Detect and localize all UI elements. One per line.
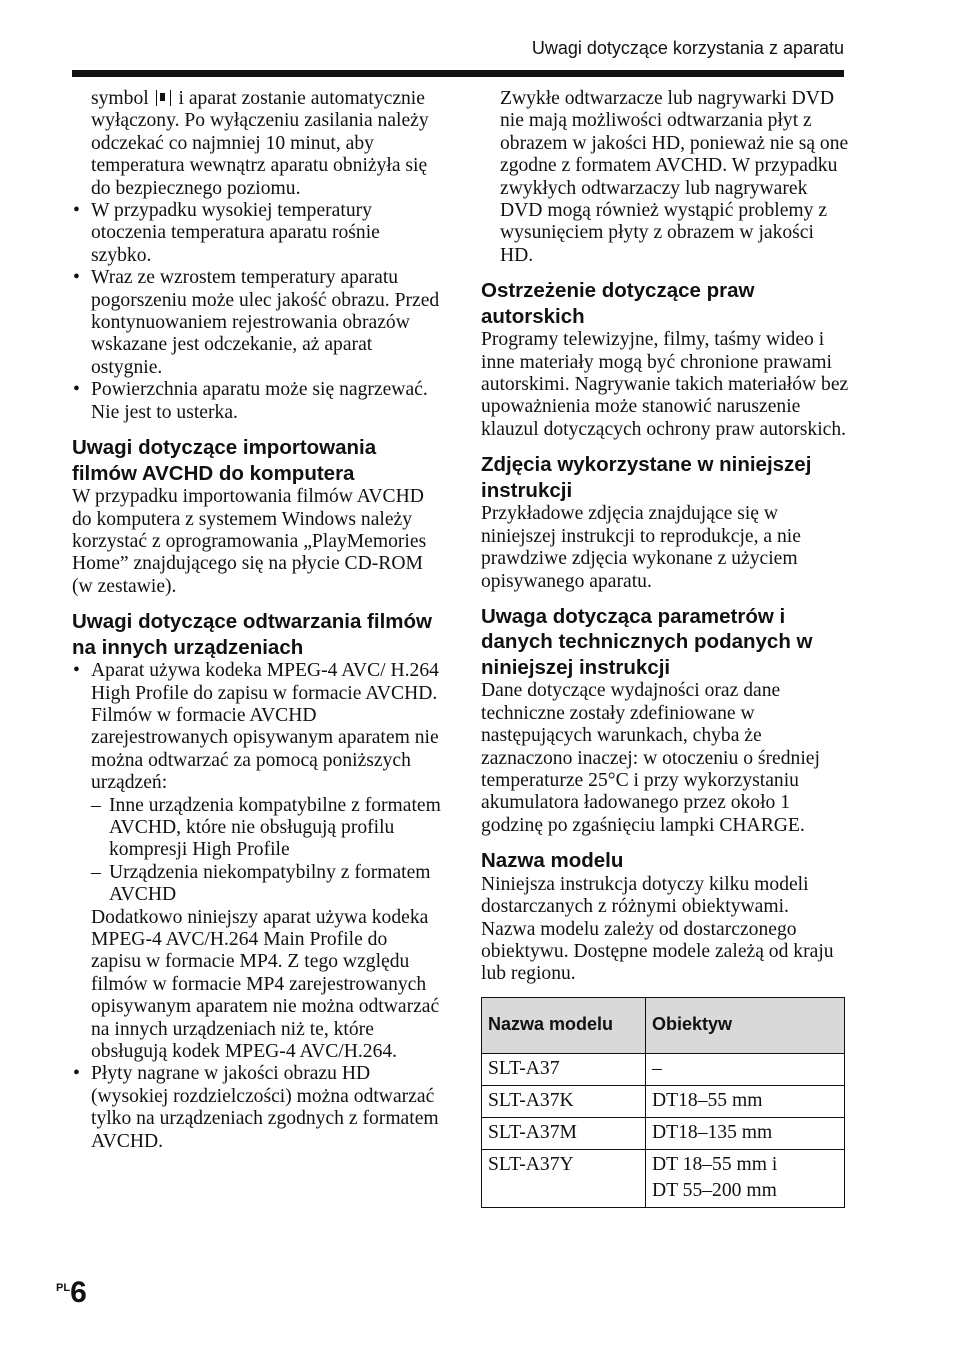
column-header-model: Nazwa modelu <box>482 997 646 1053</box>
photos-heading: Zdjęcia wykorzystane w niniejszej instrukcji <box>481 453 812 502</box>
mp4-note: Dodatkowo niniejszy aparat używa kodeka MPEG-4 AVC/H.264 Main Profile do zapisu w formacie MP4. Z tego względu filmów w formacie MP4 zarejestrowanych opisywanym aparatem nie można odtwarzać na innych urządzeniach niż te, które obsługują kodek MPEG-4 AVC/H.264. <box>91 906 440 1063</box>
overheat-intro: symbol i aparat zostanie automatycznie wyłączony. Po wyłączeniu zasilania należy odczekać co najmniej 10 minut, aby temperatura wewnątrz aparatu obniżyła się do bezpiecznego poziomu. <box>91 88 429 199</box>
list-item: • Wraz ze wzrostem temperatury aparatu pogorszeniu może ulec jakość obrazu. Przed kontynuowaniem rejestrowania obrazów wskazane jest odczekanie, aż aparat ostygnie. <box>72 267 442 379</box>
model-cell: SLT-A37 <box>482 1053 646 1085</box>
import-heading: Uwagi dotyczące importowania filmów AVCHD do komputera <box>72 436 377 485</box>
playback-heading: Uwagi dotyczące odtwarzania filmów na innych urządzeniach <box>72 610 432 659</box>
lens-cell: – <box>646 1053 845 1085</box>
table-header-row <box>482 997 845 1053</box>
model-cell: SLT-A37Y <box>482 1149 646 1207</box>
model-cell: SLT-A37K <box>482 1085 646 1117</box>
specs-text: Dane dotyczące wydajności oraz dane techniczne zostały zdefiniowane w następujących warunkach, chyba że zaznaczono inaczej: w otoczeniu o średniej temperaturze 25°C i przy wykorzystaniu akumulatora ładowanego przez około 1 godzinę po zgaśnięciu lampki CHARGE. <box>481 680 820 836</box>
table-row <box>482 1149 845 1207</box>
incompatible-devices-list <box>91 795 442 907</box>
list-item: • Aparat używa kodeka MPEG-4 AVC/ H.264 High Profile do zapisu w formacie AVCHD. Filmów w formacie AVCHD zarejestrowanych opisywanym aparatem nie można odtwarzać za pomocą poniższych urządzeń: – Inne urządzenia kompatybilne z formatem AVCHD, które nie obsługują profilu kompresji High Profile – Urządzenia niekompatybilny z formatem AVCHD Dodatkowo niniejszy aparat używa kodeka MPEG-4 AVC/H.264 Main Profile do zapisu w formacie MP4. Z tego względu filmów w formacie MP4 zarejestrowanych opisywanym aparatem nie można odtwarzać na innych urządzeniach niż te, które obsługują kodek MPEG-4 AVC/H.264. <box>72 660 442 1063</box>
right-column <box>481 88 849 1208</box>
running-header: Uwagi dotyczące korzystania z aparatu <box>531 38 844 58</box>
list-item: – Inne urządzenia kompatybilne z formatem AVCHD, które nie obsługują profilu kompresji High Profile <box>91 795 442 862</box>
model-cell: SLT-A37M <box>482 1117 646 1149</box>
lens-cell: DT18–135 mm <box>646 1117 845 1149</box>
list-item: – Urządzenia niekompatybilny z formatem AVCHD <box>91 862 442 907</box>
column-header-lens: Obiektyw <box>646 997 845 1053</box>
model-table <box>481 997 845 1208</box>
model-text-2: Nazwa modelu zależy od dostarczonego obiektywu. Dostępne modele zależą od kraju lub regionu. <box>481 918 834 985</box>
model-text-1: Niniejsza instrukcja dotyczy kilku modeli dostarczanych z różnymi obiektywami. <box>481 873 809 918</box>
table-row <box>482 1085 845 1117</box>
model-heading: Nazwa modelu <box>481 849 624 873</box>
table-row <box>482 1117 845 1149</box>
playback-notes-list <box>72 660 442 1153</box>
lens-cell: DT 18–55 mm i DT 55–200 mm <box>646 1149 845 1207</box>
header-rule <box>72 70 844 77</box>
lens-cell: DT18–55 mm <box>646 1085 845 1117</box>
specs-heading: Uwaga dotycząca parametrów i danych technicznych podanych w niniejszej instrukcji <box>481 604 813 679</box>
table-row <box>482 1053 845 1085</box>
page-number-value: 6 <box>70 1276 86 1309</box>
import-text: W przypadku importowania filmów AVCHD do komputera z systemem Windows należy korzystać z oprogramowania „PlayMemories Home” znajdującego się na płycie CD-ROM (w zestawie). <box>72 486 427 597</box>
hd-dvd-note: Zwykłe odtwarzacze lub nagrywarki DVD nie mają możliwości odtwarzania płyt z obrazem w jakości HD, ponieważ nie są one zgodne z formatem AVCHD. W przypadku zwykłych odtwarzaczy lub nagrywarek DVD mogą również wystąpić problemy z wysunięciem płyty z obrazem w jakości HD. <box>500 88 849 266</box>
list-item: • W przypadku wysokiej temperatury otoczenia temperatura aparatu rośnie szybko. <box>72 200 442 267</box>
copyright-heading: Ostrzeżenie dotyczące praw autorskich <box>481 279 755 328</box>
page-number <box>56 1276 86 1310</box>
list-item: • Powierzchnia aparatu może się nagrzewać. Nie jest to usterka. <box>72 379 442 424</box>
list-item: • Płyty nagrane w jakości obrazu HD (wysokiej rozdzielczości) można odtwarzać tylko na urządzeniach zgodnych z formatem AVCHD. <box>72 1063 442 1153</box>
photos-text: Przykładowe zdjęcia znajdujące się w niniejszej instrukcji to reprodukcje, a nie prawdziwe zdjęcia wykonane z użyciem opisywanego aparatu. <box>481 503 801 592</box>
overheat-warning-icon <box>156 90 171 106</box>
language-code: PL <box>56 1282 71 1294</box>
left-column <box>72 88 442 1153</box>
temperature-notes-list <box>72 200 442 424</box>
copyright-text: Programy telewizyjne, filmy, taśmy wideo i inne materiały mogą być chronione prawami autorskimi. Nagrywanie takich materiałów bez upoważnienia może stanowić naruszenie klauzul dotyczących ochrony praw autorskich. <box>481 329 849 440</box>
